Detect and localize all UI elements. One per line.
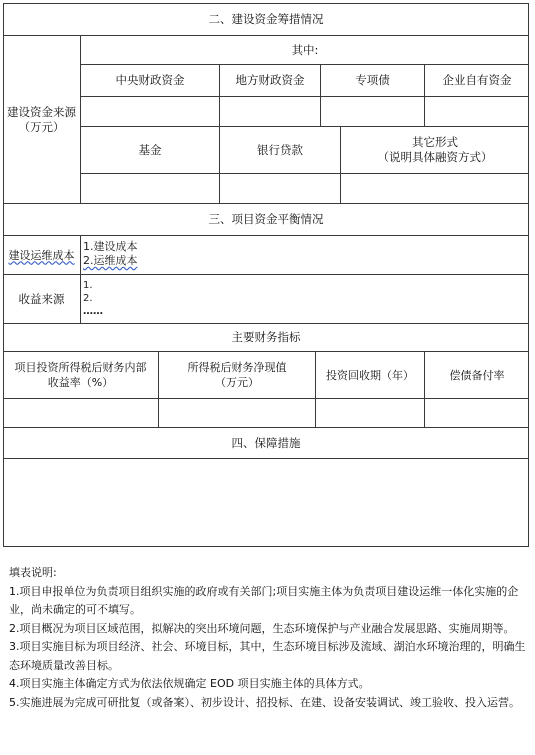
- revenue-item: ……: [83, 306, 103, 317]
- header-fund: 基金: [138, 142, 162, 157]
- instruction-item: 3.项目实施目标为项目经济、社会、环境目标，其中，生态环境目标涉及流域、湖泊水环境治理的，明确生态环境质量改善目标。: [9, 640, 526, 672]
- instruction-item: 5.实施进展为完成可研批复（或备案）、初步设计、招投标、在建、设备安装调试、竣工验收、投入运营。: [9, 695, 520, 709]
- header-npv: 所得税后财务净现值 （万元）: [187, 361, 287, 389]
- section2-title: 二、建设资金筹措情况: [208, 12, 324, 26]
- among-label: 其中:: [291, 42, 319, 57]
- funding-source-label: 建设资金来源 （万元）: [7, 104, 76, 134]
- form-instructions: [9, 564, 529, 712]
- header-irr: 项目投资所得税后财务内部 收益率（%）: [14, 361, 147, 389]
- header-central-funds: 中央财政资金: [115, 73, 185, 87]
- ops-cost-label: [3, 236, 80, 274]
- revenue-source-list: [83, 279, 103, 318]
- instruction-item: 4.项目实施主体确定方式为依法依规确定 EOD 项目实施主体的具体方式。: [9, 677, 370, 690]
- instructions-heading: 填表说明:: [9, 566, 57, 579]
- instruction-item: 2.项目概况为项目区域范围，拟解决的突出环境问题，生态环境保护与产业融合发展思路、实施周期等。: [9, 621, 515, 635]
- ops-cost-item-text: 2.运维成本: [83, 254, 138, 267]
- header-enterprise-funds: 企业自有资金: [442, 73, 512, 87]
- section3-title: 三、项目资金平衡情况: [208, 212, 324, 226]
- header-bank-loan: 银行贷款: [257, 142, 303, 157]
- ops-cost-list: [83, 240, 138, 268]
- finance-indicators-title: 主要财务指标: [231, 330, 301, 344]
- header-payback: 投资回收期（年）: [326, 368, 414, 382]
- ops-cost-label-text: 建设运维成本: [8, 248, 75, 262]
- revenue-source-label: 收益来源: [18, 291, 65, 306]
- header-local-funds: 地方财政资金: [235, 73, 305, 87]
- ops-cost-item: [83, 254, 138, 268]
- header-dscr: 偿债备付率: [449, 368, 505, 382]
- header-special-bonds: 专项债: [355, 73, 390, 87]
- revenue-item: 2.: [83, 293, 93, 304]
- section4-title: 四、保障措施: [231, 435, 301, 450]
- instruction-item: 1.项目申报单位为负责项目组织实施的政府或有关部门;项目实施主体为负责项目建设运维一体化实施的企业，尚未确定的可不填写。: [9, 584, 519, 616]
- ops-cost-item: 1.建设成本: [83, 240, 138, 253]
- revenue-item: 1.: [83, 280, 93, 291]
- header-other-forms: 其它形式 （说明具体融资方式）: [377, 135, 493, 164]
